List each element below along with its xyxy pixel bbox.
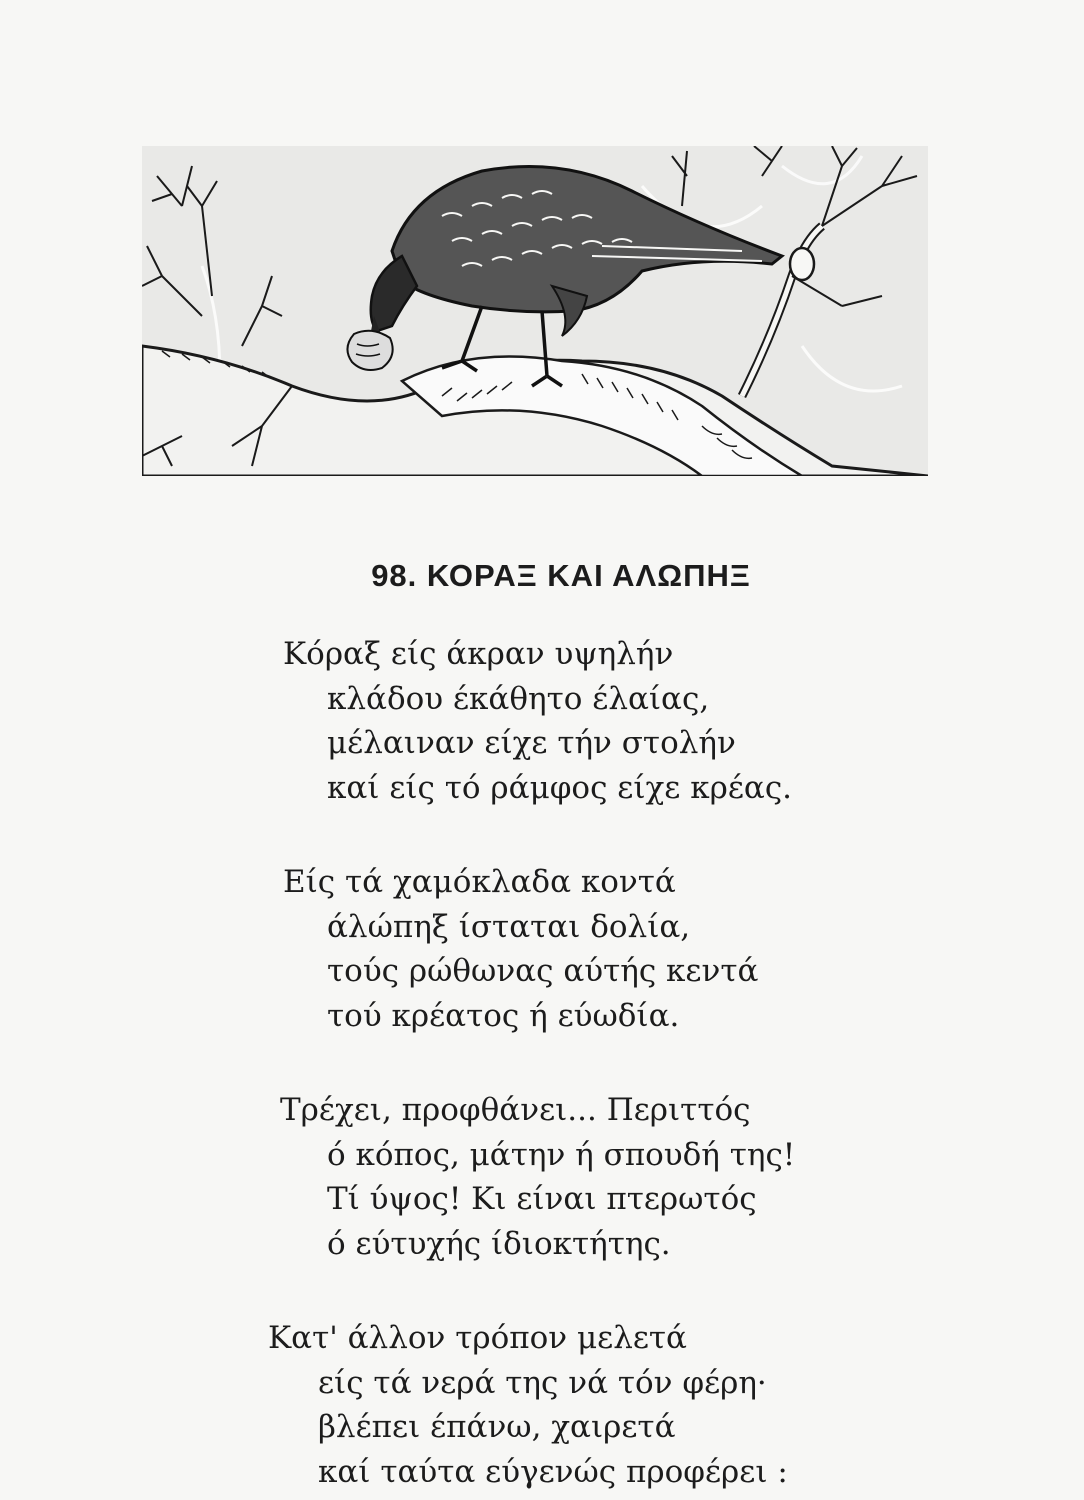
poem-line: τούς ρώθωνας αύτής κεντά: [327, 953, 759, 989]
poem-line: άλώπηξ ίσταται δολία,: [327, 908, 691, 945]
poem-line: Κατ' άλλον τρόπον μελετά: [268, 1320, 687, 1356]
poem-line: Τρέχει, προφθάνει... Περιττός: [280, 1092, 751, 1128]
poem-line: Τί ύψος! Κι είναι πτερωτός: [327, 1181, 757, 1217]
raven-illustration: [142, 146, 928, 476]
poem-line: Είς τά χαμόκλαδα κοντά: [283, 864, 676, 900]
poem-line: Κόραξ είς άκραν υψηλήν: [283, 636, 674, 672]
stanza-4: [0, 1316, 1084, 1494]
poem-line: κλάδου έκάθητο έλαίας,: [327, 680, 710, 717]
stanza-3: [0, 1088, 1084, 1266]
poem-line: βλέπει έπάνω, χαιρετά: [318, 1409, 676, 1445]
stanza-2: [0, 860, 1084, 1038]
poem: [0, 632, 1084, 1500]
poem-line: τού κρέατος ή εύωδία.: [327, 997, 680, 1034]
poem-line: ό εύτυχής ίδιοκτήτης.: [327, 1225, 671, 1262]
poem-line: είς τά νερά της νά τόν φέρη·: [318, 1364, 767, 1401]
poem-line: ό κόπος, μάτην ή σπουδή της!: [327, 1136, 796, 1173]
raven-on-branch-drawing: [142, 146, 928, 476]
poem-line: καί ταύτα εύγενώς προφέρει :: [318, 1453, 788, 1490]
stanza-1: [0, 632, 1084, 810]
poem-line: καί είς τό ράμφος είχε κρέας.: [327, 769, 793, 806]
poem-line: μέλαιναν είχε τήν στολήν: [327, 725, 736, 761]
fable-title: 98. ΚΟΡΑΞ ΚΑΙ ΑΛΩΠΗΞ: [371, 558, 751, 593]
